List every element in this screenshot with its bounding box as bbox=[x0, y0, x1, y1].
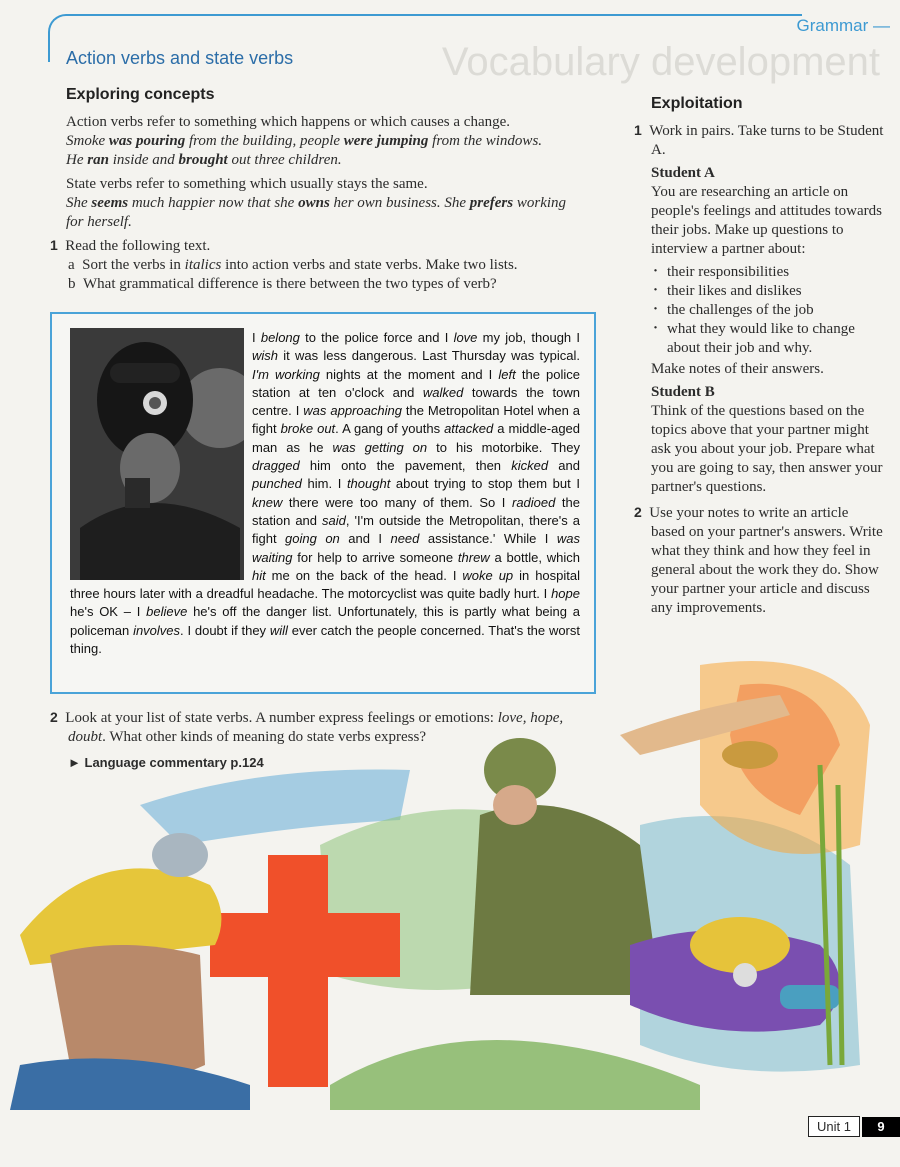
unit-label: Unit 1 bbox=[808, 1116, 860, 1137]
story-segment: towards the town centre. I bbox=[252, 384, 580, 419]
exploitation-q1: 1 Work in pairs. Take turns to be Student A. bbox=[634, 122, 884, 158]
story-verb: I'm working bbox=[252, 366, 320, 382]
student-b-text: Think of the questions based on the topics above that your partner might ask you about your job. Prepare what you are going to say, then answer your partner's questions. bbox=[651, 403, 883, 495]
story-verb: threw bbox=[457, 549, 490, 565]
section-label: Grammar bbox=[796, 16, 869, 35]
task-2-number: 2 bbox=[50, 709, 58, 725]
task-1 bbox=[50, 236, 590, 294]
state-example: She seems much happier now that she owns her own business. She prefers working for herself. bbox=[66, 195, 567, 230]
story-verb: said bbox=[322, 512, 346, 528]
page-number: 9 bbox=[862, 1117, 900, 1137]
play-arrow-icon: ► bbox=[68, 755, 81, 770]
task-2: 2 Look at your list of state verbs. A number express feelings or emotions: love, hope, doubt. What other kinds of meaning do state verbs express? ► Language commentary p.124 bbox=[50, 708, 590, 770]
student-a-text: You are researching an article on people's feelings and attitudes towards their jobs. Make up questions to interview a partner about: bbox=[651, 184, 882, 257]
story-segment: the Metropolitan Hotel when a fight bbox=[252, 403, 580, 437]
story-segment: a bottle, which bbox=[489, 549, 581, 565]
occupations-illustration bbox=[0, 645, 900, 1110]
exploring-concepts bbox=[66, 86, 586, 232]
story-segment: in hospital three hours later with a dreadful headache. The motorcyclist was quite badly hurt. I bbox=[70, 567, 580, 602]
story-verb: was getting on bbox=[332, 439, 428, 455]
action-definition: Action verbs refer to something which happens or which causes a change. bbox=[66, 114, 511, 130]
reading-text bbox=[70, 329, 580, 658]
language-commentary-link[interactable]: ► Language commentary p.124 bbox=[68, 755, 264, 770]
story-segment: it was less dangerous. Last Thursday was typical. bbox=[278, 348, 580, 364]
story-segment: the police station at ten o'clock and bbox=[252, 366, 580, 400]
exploitation-column bbox=[634, 95, 884, 618]
photo-spacer bbox=[70, 329, 252, 581]
bullet-item: · their likes and dislikes bbox=[651, 282, 884, 301]
exploitation-heading: Exploitation bbox=[651, 95, 743, 112]
ghost-title: Vocabulary development bbox=[441, 40, 880, 84]
story-verb: dragged bbox=[252, 458, 300, 474]
story-segment: him onto the pavement, then bbox=[299, 458, 512, 474]
story-verb: attacked bbox=[444, 421, 494, 437]
story-segment: the station and bbox=[252, 494, 580, 528]
story-segment: to the police force and I bbox=[299, 330, 454, 345]
bullet-item: · the challenges of the job bbox=[651, 301, 884, 320]
story-verb: was approaching bbox=[303, 403, 402, 419]
story-segment: and bbox=[548, 458, 580, 474]
story-segment: my job, though I bbox=[477, 330, 580, 345]
story-segment: he's OK – I bbox=[70, 604, 147, 620]
story-verb: was waiting bbox=[252, 531, 580, 565]
action-example-2: He ran inside and brought out three children. bbox=[66, 152, 342, 168]
story-verb: wish bbox=[252, 348, 279, 364]
page-title: Action verbs and state verbs bbox=[66, 48, 294, 68]
exploring-heading: Exploring concepts bbox=[66, 86, 215, 103]
story-verb: belong bbox=[260, 330, 300, 345]
task-1b: b What grammatical difference is there between the two types of verb? bbox=[68, 276, 497, 292]
state-definition: State verbs refer to something which usually stays the same. bbox=[66, 176, 428, 192]
story-segment: . I doubt if they bbox=[180, 622, 270, 638]
task-1a: a Sort the verbs in italics into action verbs and state verbs. Make two lists. bbox=[68, 257, 518, 273]
bullet-item: · their responsibilities bbox=[651, 263, 884, 282]
story-verb: broke out bbox=[280, 421, 336, 437]
story-segment: there were too many of them. So I bbox=[282, 494, 512, 510]
story-segment: I bbox=[252, 330, 261, 345]
story-verb: radioed bbox=[511, 494, 556, 510]
task-1-text: Read the following text. bbox=[65, 238, 211, 254]
story-segment: to his motorbike. They bbox=[427, 439, 581, 455]
story-segment: . A gang of youths bbox=[335, 421, 445, 437]
story-segment: a middle-aged man as he bbox=[252, 421, 581, 455]
story-segment: him. I bbox=[301, 476, 347, 492]
story-segment: assistance.' While I bbox=[419, 531, 557, 547]
story-verb: thought bbox=[346, 476, 391, 492]
story-segment: nights at the moment and I bbox=[319, 366, 499, 382]
bullet-item: · what they would like to change about their job and why. bbox=[651, 320, 884, 358]
story-verb: hope bbox=[551, 586, 580, 602]
story-verb: punched bbox=[252, 476, 302, 492]
story-segment: me on the back of the head. I bbox=[265, 567, 463, 583]
story-verb: will bbox=[269, 622, 288, 638]
story-verb: love bbox=[453, 330, 478, 345]
story-verb: involves bbox=[133, 622, 181, 638]
story-segment: and I bbox=[339, 531, 391, 547]
story-segment: , 'I'm outside the Metropolitan, there's a fight bbox=[252, 512, 580, 547]
story-verb: going on bbox=[285, 531, 340, 547]
story-verb: left bbox=[498, 366, 516, 382]
story-segment: for help to arrive someone bbox=[292, 549, 458, 565]
notes-text: Make notes of their answers. bbox=[651, 361, 824, 377]
story-segment: he's off the danger list. Unfortunately, this is partly what being a policeman bbox=[70, 604, 580, 638]
story-verb: believe bbox=[146, 604, 188, 620]
exploitation-q2: 2 Use your notes to write an article based on your partner's answers. Write what they think and how they feel in general about the work they do. Show your partner your article and discuss any improvements. bbox=[634, 504, 883, 616]
task-1-number: 1 bbox=[50, 237, 58, 253]
student-a-label: Student A bbox=[651, 165, 715, 181]
story-segment: about trying to stop them but I bbox=[390, 476, 580, 492]
section-tag: Grammar — bbox=[796, 16, 890, 35]
story-segment: ever catch the people concerned. That's the worst thing. bbox=[70, 622, 580, 657]
story-verb: kicked bbox=[511, 458, 549, 474]
action-example-1: Smoke was pouring from the building, people were jumping from the windows. bbox=[66, 133, 543, 149]
story-verb: knew bbox=[252, 494, 283, 510]
story-verb: need bbox=[390, 531, 420, 547]
story-verb: woke up bbox=[462, 567, 514, 583]
story-verb: walked bbox=[422, 384, 464, 400]
story-verb: hit bbox=[252, 567, 266, 583]
student-b-label: Student B bbox=[651, 384, 715, 400]
